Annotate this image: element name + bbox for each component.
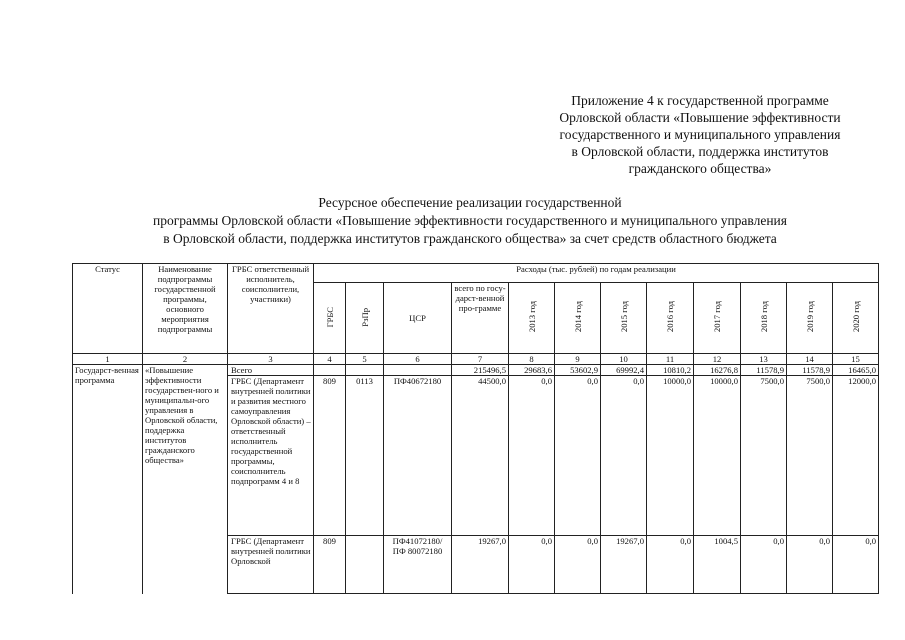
budget-table (72, 263, 879, 594)
header-year: 2015 год (618, 301, 629, 333)
header-year: 2017 год (712, 301, 722, 333)
column-numbers-row (73, 354, 879, 365)
header-year: 2016 год (665, 301, 675, 333)
year-value: 12000,0 (833, 376, 879, 536)
total-value: 215496,5 (452, 365, 509, 376)
year-value: 0,0 (741, 536, 787, 594)
csr-code: ПФ41072180/ ПФ 80072180 (384, 536, 452, 594)
appendix-line: государственного и муниципального управления (559, 127, 841, 142)
header-year-cell (601, 283, 647, 354)
header-row-top (73, 264, 879, 283)
year-value: 19267,0 (601, 536, 647, 594)
header-year: 2020 год (850, 301, 861, 333)
year-value: 0,0 (833, 536, 879, 594)
header-year: 2014 год (572, 301, 583, 333)
header-year-cell (787, 283, 833, 354)
header-rzpr-cell (346, 283, 384, 354)
document-title (80, 194, 860, 248)
header-total: всего по госу-дарст-венной про-грамме (452, 283, 509, 354)
column-number: 12 (694, 354, 741, 365)
appendix-line: Орловской области «Повышение эффективности (559, 110, 841, 125)
status-cell: Государст-венная программа (73, 365, 143, 594)
column-number: 13 (741, 354, 787, 365)
year-value: 29683,6 (509, 365, 555, 376)
header-year-cell (694, 283, 741, 354)
grbs-code: 809 (314, 536, 346, 594)
total-value: 19267,0 (452, 536, 509, 594)
column-number: 11 (647, 354, 694, 365)
column-number: 10 (601, 354, 647, 365)
csr-code: ПФ40672180 (384, 376, 452, 536)
year-value: 7500,0 (741, 376, 787, 536)
year-value: 0,0 (555, 376, 601, 536)
header-rzpr: РзПр (359, 307, 370, 327)
header-year: 2019 год (804, 301, 815, 333)
appendix-line: Приложение 4 к государственной программе (571, 93, 829, 108)
header-year-cell (555, 283, 601, 354)
title-line: в Орловской области, поддержка институтов гражданского общества» за счет средств областного бюджета (163, 231, 777, 246)
column-number: 1 (73, 354, 143, 365)
program-name-cell: «Повышение эффективности государствен-ного и муниципальн-ого управления в Орловской области, поддержка институтов гражданского общества» (143, 365, 228, 594)
column-number: 15 (833, 354, 879, 365)
header-name: Наименование подпрограммы государственной программы, основного мероприятия подпрограммы (143, 264, 228, 354)
year-value: 11578,9 (741, 365, 787, 376)
year-value: 0,0 (787, 536, 833, 594)
header-grbs-executor: ГРБС ответственный исполнитель, соисполнители, участники) (228, 264, 314, 354)
year-value: 10000,0 (694, 376, 741, 536)
year-value: 0,0 (509, 376, 555, 536)
year-value: 0,0 (601, 376, 647, 536)
header-year-cell (509, 283, 555, 354)
year-value: 69992,4 (601, 365, 647, 376)
grbs-label: ГРБС (Департамент внутренней политики и развития местного самоуправления Орловской области) – ответственный исполнитель государственной программы, соисполнитель подпрограмм 4 и 8 (228, 376, 314, 536)
grbs-label: Всего (228, 365, 314, 376)
header-grbs: ГРБС (324, 306, 335, 328)
title-line: программы Орловской области «Повышение эффективности государственного и муниципального управления (153, 213, 787, 228)
header-year: 2013 год (526, 301, 537, 333)
column-number: 9 (555, 354, 601, 365)
column-number: 7 (452, 354, 509, 365)
header-csr: ЦСР (384, 283, 452, 354)
grbs-code (314, 365, 346, 376)
rzpr-code (346, 365, 384, 376)
column-number: 8 (509, 354, 555, 365)
header-year-cell (833, 283, 879, 354)
grbs-code: 809 (314, 376, 346, 536)
title-line: Ресурсное обеспечение реализации государственной (318, 195, 622, 210)
header-year: 2018 год (758, 301, 769, 333)
column-number: 3 (228, 354, 314, 365)
appendix-line: в Орловской области, поддержка институтов (571, 144, 829, 159)
year-value: 0,0 (647, 536, 694, 594)
appendix-note (520, 92, 880, 177)
header-expenses: Расходы (тыс. рублей) по годам реализации (314, 264, 879, 283)
year-value: 7500,0 (787, 376, 833, 536)
year-value: 11578,9 (787, 365, 833, 376)
appendix-line: гражданского общества» (628, 161, 772, 176)
total-value: 44500,0 (452, 376, 509, 536)
column-number: 6 (384, 354, 452, 365)
header-year-cell (647, 283, 694, 354)
year-value: 10000,0 (647, 376, 694, 536)
year-value: 53602,9 (555, 365, 601, 376)
table-row (73, 365, 879, 376)
csr-code (384, 365, 452, 376)
year-value: 0,0 (509, 536, 555, 594)
header-year-cell (741, 283, 787, 354)
grbs-label: ГРБС (Департамент внутренней политики Орловской (228, 536, 314, 594)
year-value: 0,0 (555, 536, 601, 594)
header-grbs-cell (314, 283, 346, 354)
column-number: 4 (314, 354, 346, 365)
year-value: 16465,0 (833, 365, 879, 376)
header-status: Статус (73, 264, 143, 354)
column-number: 14 (787, 354, 833, 365)
year-value: 10810,2 (647, 365, 694, 376)
column-number: 2 (143, 354, 228, 365)
rzpr-code (346, 536, 384, 594)
column-number: 5 (346, 354, 384, 365)
year-value: 16276,8 (694, 365, 741, 376)
rzpr-code: 0113 (346, 376, 384, 536)
year-value: 1004,5 (694, 536, 741, 594)
